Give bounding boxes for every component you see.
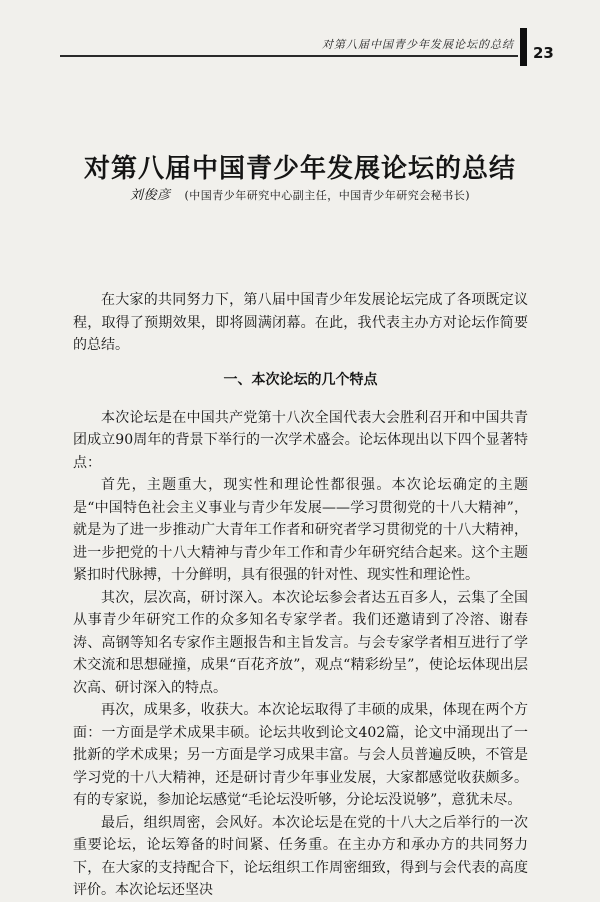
header-rule bbox=[60, 55, 518, 57]
body-paragraph: 首先，主题重大，现实性和理论性都很强。本次论坛确定的主题是“中国特色社会主义事业与青少年发展——学习贯彻党的十八大精神”，就是为了进一步推动广大青年工作者和研究者学习贯彻党的十八大精神，进一步把党的十八大精神与青少年工作和青少年研究结合起来。这个主题紧扣时代脉搏，十分鲜明，具有很强的针对性、现实性和理论性。 bbox=[73, 477, 528, 583]
body-paragraph: 最后，组织周密，会风好。本次论坛是在党的十八大之后举行的一次重要论坛，论坛筹备的时间紧、任务重。在主办方和承办方的共同努力下，在大家的支持配合下，论坛组织工作周密细致，得到与会代表的高度评价。本次论坛还坚决 bbox=[73, 814, 528, 898]
article-title: 对第八届中国青少年发展论坛的总结 bbox=[83, 154, 516, 185]
intro-paragraph: 在大家的共同努力下，第八届中国青少年发展论坛完成了各项既定议程，取得了预期效果，即将圆满闭幕。在此，我代表主办方对论坛作简要的总结。 bbox=[73, 292, 528, 353]
author-name: 刘俊彦 bbox=[129, 188, 171, 203]
body-paragraph: 再次，成果多，收获大。本次论坛取得了丰硕的成果，体现在两个方面：一方面是学术成果丰硕。论坛共收到论文402篇，论文中涌现出了一批新的学术成果；另一方面是学习成果丰富。与会人员普遍反映，不管是学习党的十八大精神，还是研讨青少年事业发展，大家都感觉收获颇多。有的专家说，参加论坛感觉“毛论坛没听够，分论坛没说够”，意犹未尽。 bbox=[73, 702, 528, 808]
running-head: 对第八届中国青少年发展论坛的总结 bbox=[322, 38, 514, 51]
author-affiliation: (中国青少年研究中心副主任，中国青少年研究会秘书长) bbox=[184, 189, 471, 202]
section-heading: 一、本次论坛的几个特点 bbox=[223, 371, 378, 388]
page-number: 23 bbox=[533, 44, 554, 62]
body-paragraph: 本次论坛是在中国共产党第十八次全国代表大会胜利召开和中国共青团成立90周年的背景下举行的一次学术盛会。论坛体现出以下四个显著特点： bbox=[73, 409, 528, 471]
body-paragraph: 其次，层次高，研讨深入。本次论坛参会者达五百多人，云集了全国从事青少年研究工作的众多知名专家学者。我们还邀请到了冷溶、谢春涛、高钢等知名专家作主题报告和主旨发言。与会专家学者相互进行了学术交流和思想碰撞，成果“百花齐放”，观点“精彩纷呈”，使论坛体现出层次高、研讨深入的特点。 bbox=[73, 589, 528, 696]
article-body bbox=[73, 289, 528, 902]
byline bbox=[0, 184, 600, 203]
header-bar-decoration bbox=[520, 28, 527, 66]
